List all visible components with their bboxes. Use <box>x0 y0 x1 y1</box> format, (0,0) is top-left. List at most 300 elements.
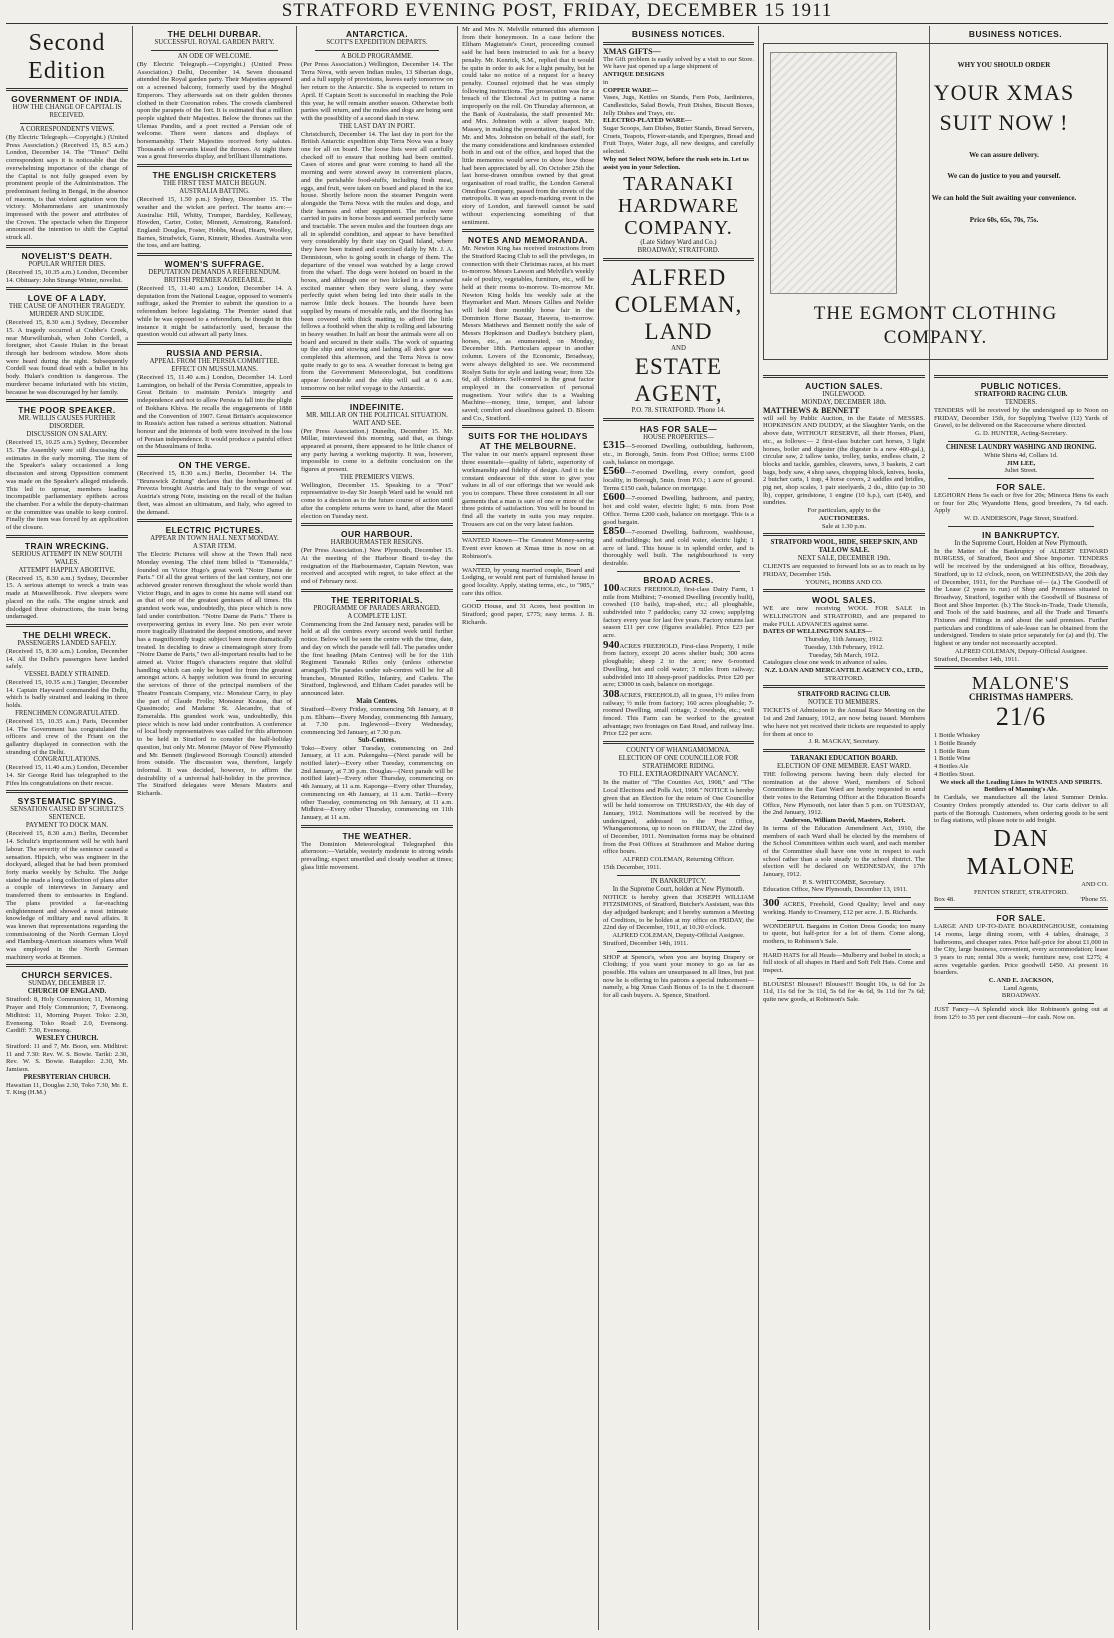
subhead: CHURCH OF ENGLAND. <box>27 988 107 996</box>
subhead: SERIOUS ATTEMPT IN NEW SOUTH WALES. <box>11 550 123 566</box>
rule <box>948 1003 1094 1004</box>
property-listing <box>603 491 754 526</box>
hamper-item: 1 Bottle Wine <box>934 755 971 763</box>
subhead: APPEAR IN TOWN HALL NEXT MONDAY. <box>150 535 279 543</box>
ad-body: In Cardials, we manufacture all the latest Summer Drinks. Country Orders promptly attended to. Our carts deliver to all parts of the Borough. Customers, when ordering goods to be sent to flag stations, will please note to add freight. <box>934 794 1108 825</box>
notice-sub: TO FILL EXTRAORDINARY VACANCY. <box>618 771 739 779</box>
headline: NOTES AND MEMORANDA. <box>468 235 588 246</box>
article-durbar <box>137 29 292 161</box>
section-header: HAS FOR SALE— <box>639 424 718 435</box>
article-body: (Received 15, 11.40 a.m.) London, December 14. Lord Lamington, on behalf of the Persia Committee, appeals to Great Britain to maintain Persia's integrity and independence and not to allow Persia to fall into the plight of Bokhara Khiva. He recalls the engagements of 1888 and the Convention of 1907. Great Britain's acquiescence in Russia's action has raised a serious situation. National honour and the interests of both were involved in the loss of Persian independence. It would produce a painful effect on the Mussulmans of India. <box>137 373 292 451</box>
ad-title: COMPANY. <box>624 217 733 240</box>
notice-text: AUCTIONEERS. <box>818 514 869 522</box>
rule <box>6 790 128 793</box>
classified-ad: WONDERFUL Bargains in Cotton Dress Goods; too many to quote, but half-price for a lot of them. Come along, mothers, to Robinson's Sale. <box>763 922 925 945</box>
notice-sign: ALFRED COLEMAN, Returning Officer. <box>622 856 735 864</box>
ad-text: We can do justice to you and yourself. <box>947 172 1061 181</box>
listing-text: ACRES, FREEHOLD, all in grass, 1½ miles from railway; ½ mile from factory; 160 acres ploughable; 7-roomed Dwelling, small cottage, 2 cowsheds, etc.; well fenced. This Farm can be worked to the greatest advantage; two frontages on East Road, and railway line. Price £22 per acre. <box>603 691 754 738</box>
notice-sign: STRATFORD. <box>824 674 864 682</box>
subhead: MR. WILLIS CAUSES FURTHER DISORDER. <box>18 415 116 431</box>
rule <box>137 342 292 345</box>
hamper-item: 4 Bottles Stout. <box>934 770 975 778</box>
notice-sub: In the Supreme Court, Holden at New Plymouth. <box>954 539 1088 547</box>
rule <box>301 396 453 399</box>
notice-sub: NEXT SALE, DECEMBER 19th. <box>797 555 891 563</box>
notice-body: NOTICE is hereby given that JOSEPH WILLIAM FITZSIMONS, of Stratford, Butcher's Assistant, was this day adjudged bankrupt; and I hereby summon a Meeting of Creditors, to be holden at my office on FRIDAY, the 22nd day of December, 1911, at 10.30 o'clock. <box>603 893 754 932</box>
headline: ELECTRIC PICTURES. <box>165 525 264 536</box>
listing-price: 100 <box>603 581 620 594</box>
article-spying <box>6 796 128 961</box>
notice-body: TICKETS of Admission to the Annual Race Meeting on the 1st and 2nd January, 1912, are now being issued. Members who have not yet received their tickets are requested to apply for them at once to <box>763 707 925 738</box>
ad-text: Box 48. <box>934 896 955 904</box>
article-body: The value in our men's apparel represent these three essentials—quality of fabric, superiority of workmanship and fidelity of design. And it is the constant endeavour of this store to give you values in all of our offerings that we would ask you to compare. These three consistent in all our garments that a man is sure of one or more of the three points of satisfaction. You will be bound to find all the variety in suits you may require. Trousers are cut on the very latest fashion. <box>462 451 594 528</box>
column-5 <box>603 26 754 1630</box>
column-rule <box>457 26 458 1630</box>
notice-body: CLIENTS are requested to forward lots so as to reach us by FRIDAY, December 15th. <box>763 563 925 578</box>
rule <box>603 418 754 421</box>
subhead: THE CAUSE OF ANOTHER TRAGEDY. <box>8 303 126 311</box>
forsale-hens <box>934 482 1108 523</box>
article-body: (Received 15, 11.40 a.m.) London, December 14. A deputation from the National League, opposed to women's suffrage, asked the Premier to submit the question to a referendum before legislating. The Premier stated that while he was opposed to a referendum, he thought in this instance it might be satisfactorily used, because the question would cut athwart all party lines. <box>137 285 292 339</box>
notice-sign: G. D. HUNTER, Acting-Secretary. <box>974 430 1068 438</box>
notice-title: COUNTY OF WHANGAMOMONA. <box>626 747 731 755</box>
rule <box>6 245 128 248</box>
listing-price: £850 <box>603 525 625 538</box>
subhead: POPULAR WRITER DIES. <box>28 260 106 268</box>
property-listing <box>603 439 754 466</box>
article-body: (Received 15, 10.35 a.m.) Paris, December 14. The Government has congratulated the officers and crew of the Friant on the gallantry displayed in connection with the stranding of the Delhi. <box>6 717 128 756</box>
education-notice <box>763 755 925 894</box>
rule <box>934 907 1108 910</box>
hamper-item: 1 Bottle Brandy <box>934 739 977 747</box>
section-header: PUBLIC NOTICES. <box>980 381 1062 391</box>
subhead: A COMPLETE LIST. <box>347 612 407 620</box>
racing-notice <box>763 691 925 746</box>
notice-body: In the Matter of the Bankruptcy of ALBERT EDWARD BURGESS, of Stratford, Boot and Shoe Importer. TENDERS will be received by the undersigned at his office, Broadway, Stratford, up to 12 o'clock, noon, on WEDNESDAY, the 20th day of December, 1911, for the Purchase of— (a.) The Goodwill of the Lease (2 years to run) of Shop and Premises situated in Broadway, Stratford, together with the Goodwill of Business of Boot and Shoe Importer. (b.) The Stock-in-Trade, Trade Utensils, and Tools of the said business, and all the Trade and Tenant's Fixtures and Fittings in and about the said premises. Further particulars and conditions of sale-lease can be obtained from the undersigned. Tenders to state price separately for (a) and (b). The highest or any tender not necessarily accepted. <box>934 547 1108 648</box>
notice-body: will sell by Public Auction, in the Estate of MESSRS. HOPKINSON AND DUDDY, at the Slaughter Yards, on the above date, WITHOUT RESERVE, all their Horses, Plant, etc., as follows:— 2 first-class butcher cart horses, 3 light horses, boiler and digester (the digester is a new 400-gal.), circular saw, 2 tallow tanks, trolley, tanks, endless chain, 2 blocks and tackle, gambles, cleavers, saws, 3 baskets, 2 cart bags, body saw, 4 shop saws, chopping block, knives, hooks, 2 butcher carts, 1 trap, 4 horse covers, 2 saddles and bridles, pig net, shop scales, 1 pair steelyards, 2 do., ditto (up to 30 lb), copper, grindstone, 1 engine (10 h.p.), cart (£40), and sundries. <box>763 414 925 507</box>
ad-text: AND CO. <box>1081 880 1108 888</box>
subhead: WESLEY CHURCH. <box>35 1034 99 1042</box>
bankruptcy-notice <box>603 878 754 948</box>
column-rule <box>296 26 297 1630</box>
acre-figure: 300 <box>763 897 780 910</box>
rule <box>763 533 925 536</box>
ad-text: We can hold the Suit awaiting your convenience. <box>931 194 1077 203</box>
article-body: (Received 15, 10.35 a.m.) London, December 14. Obituary: John Strange Winter, novelist. <box>6 268 128 284</box>
article-indefinite <box>301 402 453 521</box>
egmont-ad-area <box>763 26 1108 371</box>
article-body: (Received 15, 10.35 a.m.) Tangier, December 14. Captain Hayward commanded the Delhi, which is badly strained and leaking in three holds. <box>6 679 128 710</box>
subhead: FRENCHMEN CONGRATULATED. <box>15 709 119 717</box>
tailor-illustration <box>770 52 897 294</box>
notice-title: TARANAKI EDUCATION BOARD. <box>790 754 898 762</box>
wool-sales-notice <box>763 595 925 682</box>
subhead: APPEAL FROM THE PERSIA COMMITTEE. <box>149 357 280 365</box>
listing-price: £315 <box>603 439 625 452</box>
subhead: SUNDAY, DECEMBER 17. <box>28 980 106 988</box>
ad-title: MALONE <box>966 853 1076 880</box>
article-body: Christchurch, December 14. The last day in port for the British Antarctic expedition ship Terra Nova was a busy one for all on board. The loose lists were all carefully checked off to ensure that nothing had been omitted. Cases of stores and gear were coming to hand all the morning and were stowed away in convenient places, and the perishable food-stuffs, including fresh meat, eggs, and fruit, were taken on board and placed in the ice house. Shortly before noon the steamer Penguin went alongside the Terra Nova with the mules and dogs, and their harness and other equipment. The mules were carried in pairs in horse boxes and seemed perfectly tame and tractable. The seven mules and the fourteen dogs are all in splendid condition, and appear to have benefited very considerably by their stay on Quail Island, where they have been trained and exercised daily by Mr. J. A. Dennistoun, who is going south in charge of them. The departure of the vessel was watched by a large crowd from the wharf. The dogs were hoisted on board in the boxes, and although one or two kicked in a somewhat excited manner when they were slung, they were perfectly quiet when being led into their stalls in the narrow little deck houses. The hounds have been supplied by means of movable rails, and the flooring has been covered with thick matting to afford the little fellows a foothold when the ship is rolling and labouring in heavy weather. In half an hour the animals were all on board and secured in their stalls. The work of squaring up the ship and stowing and lashing all deck gear was completed this afternoon, and the Terra Nova is now quite ready to go to sea. A weather forecast is being got from the Government Meteorologist, but conditions appear favourable and the ship will sail at 6 a.m. tomorrow on her relief voyage to the Antarctic. <box>301 130 453 392</box>
classified-ad <box>763 897 925 916</box>
subhead: CONGRATULATIONS. <box>33 756 101 764</box>
property-listing <box>603 525 754 568</box>
article-body: Stratford: 11 and 7, Mr. Boon, sen. Midhirst: 11 and 7.30: Rev. W. S. Bowie. Tariki: 2.30, Rev. W. S. Bowie. Ratapiko: 2.30, Mr. Jamison. <box>6 1042 128 1074</box>
notice-sign: C. AND E. JACKSON, <box>988 977 1054 985</box>
property-listing <box>603 638 754 689</box>
notice-title: STRATFORD WOOL, HIDE, SHEEP SKIN, AND TALLOW SALE. <box>770 539 918 555</box>
headline: THE POOR SPEAKER. <box>18 405 116 416</box>
ad-title: HARDWARE <box>617 195 740 218</box>
article-body: (Received 15, 10.25 a.m.) Sydney, December 15. The Assembly were still discussing the estimates in the early morning. The item of the Speaker's salary occasioned a long discussion and strong Opposition comment was made on the Speaker's alleged misdeeds. This led to uproar, members leading incompatible parliamentary epithets across the chamber. For a while the deputy-chairman or the committee was unable to keep control. Finally the item was forced by an application of the closure. <box>6 439 128 532</box>
notice-sub: ELECTION OF ONE MEMBER. EAST WARD. <box>777 762 911 770</box>
ad-title: YOUR XMAS <box>933 79 1075 105</box>
article-body: (Received 15, 8.30 a.m.) London, December 14. All the Delhi's passengers have landed safely. <box>6 647 128 671</box>
laundry-ad <box>934 444 1108 475</box>
headline: THE ENGLISH CRICKETERS <box>152 170 277 181</box>
notice-text: Sale at 1.30 p.m. <box>821 522 867 530</box>
subhead: THE PREMIER'S VIEWS. <box>339 473 415 481</box>
rule <box>6 287 128 290</box>
local-news <box>462 26 594 226</box>
headline: THE TERRITORIALS. <box>331 594 423 605</box>
rule <box>20 123 114 124</box>
rule <box>301 523 453 526</box>
notice-sign: P. S. WHITCOMBE, Secretary. <box>802 878 886 886</box>
notice-body: In the matter of "The Counties Act, 1908," and "The Local Elections and Polls Act, 1908." NOTICE is hereby given that an Election for the return of One Councillor will be held tomorrow on THURSDAY, the 4th day of January, 1912. Nominations will be received by the undersigned, addressed to the Post Office, Whangamomona, up to noon on FRIDAY, the 22nd day of December, 1911. Nomination forms may be obtained from the Post Offices at Strathmore and Mahoe during office hours. <box>603 779 754 856</box>
listing-text: ACRES FREEHOLD, First-class Property, 1 mile from factory, except 20 acres shelter bush; 300 acres ploughable; sheep 2 to the acre; new 6-roomed Dwelling, hot and cold water; 3 miles from railway; subdivided into 18 sheep-proof paddocks. Price £20 per acre; £3000 in cash, balance on mortgage. <box>603 642 754 689</box>
article-body: (Received 15, 8.30 a.m.) Berlin, December 14. Schultz's imprisonment will be with hard labour. The severity of the sentence caused a sensation. Hipsich, who was engineer in the dockyard, alleged that he had been promised forty marks weekly by Schultz. The Judge stated he made a long collection of plans after a couple of interviews in January and transferred them to emissaries in England. The plans provided a far-reaching enlightenment and showed a most intimate knowledge of military and naval affairs. It was known that representations regarding the commissioning of the North German Lloyd and Hamburg-American steamers when Wulf was employed in the North German machinery works at Bremen. <box>6 830 128 961</box>
rule <box>603 42 754 45</box>
subhead: EFFECT ON MUSSULMANS. <box>171 365 258 373</box>
rule <box>476 600 580 601</box>
rule <box>301 825 453 828</box>
headline: ANTARCTICA. <box>345 29 409 39</box>
headline: INDEFINITE. <box>349 401 405 412</box>
headline: SYSTEMATIC SPYING. <box>17 796 117 807</box>
ad-title: ALFRED <box>630 265 727 291</box>
article-body: Stratford: 8, Holy Communion; 11, Morning Prayer and Holy Communion; 7, Evensong. Midhirst: 11, Morning Prayer. Toko: 2.30, Evensong. Toko Road: 2.0, Evensong. Cardiff: 7.30, Evensong. <box>6 996 128 1035</box>
malone-ad <box>934 672 1108 904</box>
rule <box>476 564 580 565</box>
subhead: SUCCESSFUL ROYAL GARDEN PARTY. <box>154 39 275 46</box>
masthead: STRATFORD EVENING POST, FRIDAY, DECEMBER 15 1911 <box>281 0 833 21</box>
ad-title: LAND <box>644 319 713 345</box>
notice-sub: In the Supreme Court, holden at New Plymouth. <box>612 885 745 893</box>
property-list <box>603 439 754 568</box>
ad-text: FENTON STREET, STRATFORD. <box>974 888 1068 896</box>
headline: THE WEATHER. <box>342 830 412 841</box>
bankruptcy-tenders <box>934 530 1108 664</box>
notice-body: LARGE AND UP-TO-DATE BOARDINGHOUSE, containing 14 rooms, large dining room, with 4 tables, drainage, 3 bathrooms, and cheaper rates. Price half-price for about £1,000 in the City, large business, convenient, every accommodation; lease 3 years to run; rental 30s a week; furniture new, cost £275; 4 acres vegetable garden. Price goodwill £450. At present 16 boarders. <box>934 923 1108 977</box>
subhead: Main Centres. <box>356 697 398 705</box>
rule <box>462 531 594 534</box>
ad-contact <box>934 896 1108 904</box>
sale-date: Tuesday, 5th March, 1912. <box>808 651 880 659</box>
subhead: MURDER AND SUICIDE. <box>29 311 105 319</box>
classified-ad: BLOUSES! Blouses!! Blouses!!! Bought 10s, is 6d for 2s 11d, 11s 6d for 3s 11d, 5s 6d for 4s 6d, 9s 11d for 7s 6d; quite new goods, at Robinson's Sale. <box>763 980 925 1004</box>
rule <box>617 571 740 572</box>
notice-sign: ALFRED COLEMAN, Deputy-Official Assignee. <box>612 932 745 940</box>
article-love <box>6 293 128 396</box>
subhead: DEPUTATION DEMANDS A REFERENDUM. <box>148 269 281 277</box>
xmas-gifts-ad <box>603 48 754 171</box>
subhead: THE LAST DAY IN PORT. <box>338 122 416 130</box>
ad-text: BROADWAY, STRATFORD. <box>637 247 720 255</box>
column-rule <box>598 26 599 1630</box>
section-header: AUCTION SALES. <box>805 381 883 391</box>
rule <box>763 375 925 378</box>
listing-text: ACRES FREEHOLD, first-class Dairy Farm, 1 mile from Midhirst; 7-roomed Dwelling (recently built), cowshed (10 bails), trap-shed, etc.; all ploughable, subdivided into 7 paddocks; carry 32 cows; supplying factory every year for last five years. Factory returns last season £11 per cow (figures available). Price £23 per acre. <box>603 585 754 640</box>
ad-heading: ELECTRO-PLATED WARE— <box>603 117 692 125</box>
rule <box>6 964 128 967</box>
headline: THE DELHI WRECK. <box>22 629 112 640</box>
column-6 <box>763 372 925 1630</box>
hamper-items <box>934 732 1108 779</box>
listing-price: 308 <box>603 687 620 700</box>
article-body: (Received 15, 11.40 a.m.) London, December 14. Sir George Reid has telegraphed to the Fifes his congratulations on their rescue. <box>6 764 128 787</box>
ad-title: TARANAKI <box>623 173 734 196</box>
ad-heading: COPPER WARE— <box>603 86 659 94</box>
article-antarctica <box>301 29 453 393</box>
hamper-item: 1 Bottle Rum <box>934 747 970 755</box>
subhead: VESSEL BADLY STRAINED. <box>24 671 110 679</box>
ad-title: DAN <box>993 825 1049 852</box>
column-rule <box>758 26 759 1630</box>
rule <box>948 441 1094 442</box>
subhead: THE FIRST TEST MATCH BEGUN. <box>162 180 267 188</box>
ad-text: JIM LEE, <box>1006 459 1036 467</box>
article-suffrage <box>137 259 292 339</box>
rule <box>137 454 292 457</box>
article-harbour <box>301 529 453 586</box>
ad-body: Why not Select NOW, before the rush sets in. Let us assist you in your Selection. <box>603 155 749 171</box>
article-body: The Electric Pictures will show at the Town Hall next Monday evening. The chief item billed is "Esmeralda," founded on Victor Hugo's great work "Notre Dame de Paris." Of all the great writers of the last century, not one achieved greater renown throughout the whole world than Victor Hugo, and in ages to come his name will stand out as that of one of the greatest geniuses of all times. His grandest work was, undoubtedly, this piece which is now laid under contribution. "Notre Dame de Paris." There is overpowering genius in every line. No pen ever wrote more tragically illustrated the deepest emotions, and never has a magnificently tragic subject been more dramatically treated. In deciding to draw a cinematograph story from "Notre Dame de Paris," two all-important results had to be aimed at. Victor Hugo's characters require that skilful handling which can only be hoped for from the greatest amongst actors. A happy solution was found in securing the services of three of the principal members of the Theatre Francais Company, viz.: Monsieur Carry, to play the part of Claude Frollo; Monsieur Krauss, that of Quasimodo; and Madame St. Alecandre, that of Esmeralda. His grandest work was, undoubtedly, this piece which is now laid under contribution. A conference of local body representatives was called for this afternoon to be held in Stratford to consider the half-holiday question, but only Mr. Monroe (Mayor of New Plymouth) and Mr. Bennett (Inglewood Borough Council) attended from outside. The discussion was, therefore, largely informal. It was decided, however, to affirm the desirability of a universal half-holiday in the province. The Stratford delegates were Messrs Masters and Richards. <box>137 551 292 798</box>
rule <box>603 741 754 744</box>
listing-text: —7-roomed Dwelling, bathroom, and pantry, hot and cold water, electric light; 6 min. from Post Office. Terms £200 cash, balance on mortgage. This is a good bargain. <box>603 495 754 526</box>
article-suits <box>462 431 594 528</box>
ad-title: AGENT, <box>634 381 723 407</box>
classified-ad: WANTED Known—The Greatest Money-saving Event ever known at Xmas time is now on at Robinson's. <box>462 537 594 560</box>
ad-text: AND <box>671 345 686 353</box>
ad-title: SUIT NOW ! <box>939 109 1069 135</box>
headline: RUSSIA AND PERSIA. <box>166 347 263 358</box>
article-body: (By Electric Telegraph.—Copyright.) (United Press Association.) Delhi, December 14. Seven thousand attended the Royal garden party. Their Majesties appeared on a screened balcony, formerly used by the Moghul Emperors. They afterwards sat on their golden thrones clothed in their Coronation robes. The crowds clambered upon the parapets of the fort. It is estimated that a million people sighted their Majesties. Below the thrones sat the Ulemas Pundits, and a poet recited a Persian ode of welcome. There were dances and displays of horsemanship. Their Majesties received forty salutes. Thousands of servants kissed the thrones. At night there was a great fireworks display, and brilliant illuminations. <box>137 61 292 161</box>
rule <box>6 88 128 91</box>
subhead: AUSTRALIA BATTING. <box>179 188 250 196</box>
rule <box>315 50 439 51</box>
rule <box>617 875 740 876</box>
ad-text: in <box>603 78 609 86</box>
rule <box>137 519 292 522</box>
article-india <box>6 94 128 242</box>
subhead: A CORRESPONDENT'S VIEWS. <box>19 126 115 133</box>
ad-text: P.O. 78. STRATFORD. 'Phone 14. <box>631 407 726 415</box>
notice-body: Catalogues close one week in advance of sales. <box>763 659 888 667</box>
subhead: Sub-Centres. <box>358 736 396 744</box>
rule <box>934 666 1108 669</box>
headline: WOMEN'S SUFFRAGE. <box>164 259 265 270</box>
notice-body: In terms of the Education Amendment Act, 1910, the members of each Ward shall be elected by the members of the School Committees within such ward, and each member of the Committee shall have one vote in respect to each school rather than a sole steady to the school district. The election will be declared on WEDNESDAY, the 17th January, 1912. <box>763 824 925 879</box>
article-body: (Per Press Association.) Wellington, December 14. The Terra Nova, with seven Indian mules, 13 Siberian dogs, and a full supply of provisions, leaves early tomorrow on her return to the Antarctic. She is expected to return in April. If Captain Scott is successful in reaching the Pole this year, he will remain another season. Otherwise both parties will return, and the mules and dogs are being sent with the possibility of a second dash in view. <box>301 61 453 122</box>
section-header: FOR SALE. <box>996 913 1046 924</box>
column-4 <box>462 26 594 1630</box>
coleman-ad <box>603 264 754 415</box>
rule <box>948 526 1094 527</box>
article-church <box>6 970 128 1097</box>
article-notes <box>462 235 594 422</box>
rule <box>763 685 925 688</box>
sale-date: Thursday, 11th January, 1912. <box>804 636 884 644</box>
hide-sale-notice <box>763 539 925 586</box>
section-header: BROAD ACRES. <box>643 574 714 585</box>
notice-sign: BROADWAY. <box>1001 992 1041 1000</box>
rule <box>137 164 292 167</box>
notice-sign: W. D. ANDERSON, Page Street, Stratford. <box>963 515 1079 523</box>
racing-tenders <box>934 391 1108 438</box>
rule <box>151 50 278 51</box>
subhead: HOUSE PROPERTIES— <box>643 434 714 442</box>
ad-body: Sugar Scoops, Jam Dishes, Butter Stands, Bread Servers, Cruets, Teapots, Flower-stands, and Epergnes, Bread and Fruit Trays, Water Jugs, all new designs, and carefully selected. <box>603 125 754 156</box>
article-body: (Received 15, 8.30 a.m.) Berlin, December 14. The "Brunswick Zeitung" declares that the bombardment of Preveza brought Austria and Italy to the verge of war. Austria's strong Note, insisting on the recall of the Italian fleet, was almost an ultimatum, and Italy, who agreed to the demand. <box>137 470 292 516</box>
notice-sub: NOTICE TO MEMBERS. <box>807 699 881 707</box>
subhead: PRESBYTERIAN CHURCH. <box>23 1073 111 1081</box>
classified-ad: HARD HATS for all Heads—Mulberry and Isobel in stock; a full stock of all shapes in Hard and Soft Felt Hats. Come and inspect. <box>763 951 925 975</box>
notice-body: WE are now receiving WOOL FOR SALE in WELLINGTON and STRATFORD, and are prepared to make FULL ADVANCES against same. <box>763 605 925 628</box>
subhead: PAYMENT TO DOCK MAN. <box>25 822 109 830</box>
subhead: HOW THE CHANGE OF CAPITAL IS RECEIVED. <box>12 104 122 119</box>
subhead: SCOTT'S EXPEDITION DEPARTS. <box>326 39 428 46</box>
ad-title: MALONE'S <box>971 673 1071 694</box>
subhead: DISCUSSION ON SALARY. <box>26 431 108 439</box>
headline: CHURCH SERVICES. <box>21 970 113 981</box>
subhead: PASSENGERS LANDED SAFELY. <box>17 639 117 647</box>
notice-body: LEGHORN Hens 5s each or five for 20s; Minorca Hens 6s each or four for 20s; Wyandotte Hens, good breeders, 7s 6d each. Apply <box>934 491 1108 515</box>
article-body: Wellington, December 15. Speaking to a "Post" representative to-day Sir Joseph Ward said he would not come to a decision as to the future course of action until after the complete returns were to hand, after the Maori election on Tuesday next. <box>301 481 453 520</box>
subhead: A STAR ITEM. <box>192 543 237 551</box>
article-verge <box>137 460 292 516</box>
classified-ad: JUST Fancy—A Splendid stock like Robinson's going out at from 12½ to 35 per cent discount—for cash. Now on. <box>934 1006 1108 1021</box>
acres-list <box>603 581 754 738</box>
property-listing <box>603 687 754 738</box>
rule <box>137 253 292 256</box>
listing-price: £600 <box>603 491 625 504</box>
notice-sub: MONDAY, DECEMBER 18th. <box>801 399 887 406</box>
ad-heading: ANTIQUE DESIGNS <box>603 71 665 79</box>
hamper-item: 4 Bottles Ale <box>934 763 969 771</box>
section-header: IN BANKRUPTCY. <box>982 529 1060 540</box>
listing-price: £560 <box>603 465 625 478</box>
ad-title: XMAS GIFTS— <box>603 47 661 56</box>
article-body: Mr. Newton King has received instructions from the Stratford Racing Club to sell the privileges, in connection with their Christmas races, at his mart to-morrow. Messrs Lawson and Melville's weekly sale of poultry, vegetables, furniture, etc., will be held at their rooms to-morrow. To-morrow Mr. Newton King holds his weekly sale at the Haymarket and Mart. Messrs Gillies and Nelder will hold their monthly horse fair in the Dominion Horse Bazaar, Hawera, to-morrow. Messrs Matthews and Bennett notify the sale of Messrs Hopkinson and Dudley's butchery plant, horses, etc., as enumerated, on Monday, December 18th. Particulars appear in another column. Lovers of the Economic, Broadway, were always delighted to see. We recommend Roslyn Suits for style and lasting wear; from 32s 6d, all clothiers. Self-control is the great factor employed in the conservation of personal magnetism. Your wife's due is a Washing Machine—money, time, temper, and labour saved; comfort and cleanliness gained. D. Bloom and Co., Stratford. <box>462 245 594 422</box>
listing-text: —7-roomed Dwelling, every comfort, good locality, in Borough, 5min. from P.O.; 1 acre of ground. Terms £150 cash, balance on mortgage. <box>603 469 754 492</box>
notice-body: THE following persons having been duly elected for nomination at the above Ward, members of School Committees in the East Ward are hereby requested to send their votes to the Returning Officer at the Education Board's Office, New Plymouth, not later than 5 p.m. on TUESDAY, the 2nd January, 1912. <box>763 770 925 817</box>
subhead: A BOLD PROGRAMME. <box>341 53 413 60</box>
classified-ad: SHOP at Spence's, when you are buying Drapery or Clothing; if you want your money to go as far as possible. His values are unsurpassed in all lines, but just now he is offering to his patrons a special inducement—namely, a big Xmas Cash Bonus of 1s in the £ discount for all cash buyers. A. Spence, Stratford. <box>603 953 754 1000</box>
column-3 <box>301 26 453 1630</box>
article-body: Hawaiian 11, Douglas 2.30, Toko 7.30, Mr. E. T. King (H.M.) <box>6 1081 128 1097</box>
notice-title: STRATFORD RACING CLUB. <box>797 691 891 699</box>
notice-sub: ELECTION OF ONE COUNCILLOR FOR STRATHMORE RIDING. <box>618 755 739 771</box>
headline: NOVELIST'S DEATH. <box>21 250 113 261</box>
ad-text: Price 60s, 65s, 70s, 75s. <box>969 215 1039 224</box>
article-body: Toko—Every other Tuesday, commencing on 2nd January, at 11 a.m. Pukengahu—(Next parade will be notified later)—Every other Tuesday, commencing on 2nd January, at 7.30 p.m. Douglas—(Next parade will be notified later)—Every other Thursday, commencing on 4th January, at 11 a.m. Kaponga—Every other Thursday, commencing on 4th January, at 11 a.m. Tariki—Every other Tuesday, commencing on 9th January, at 11 a.m. Midhirst—Every other Thursday, commencing on 11th January, at 11 a.m. <box>301 744 453 821</box>
headline: LOVE OF A LADY. <box>27 293 107 304</box>
rule <box>301 589 453 592</box>
article-weather <box>301 831 453 872</box>
egmont-ad <box>763 43 1108 360</box>
section-header: BUSINESS NOTICES. <box>968 29 1063 39</box>
article-body: (Received 15, 8.30 a.m.) Sydney, December 15. A serious attempt to wreck a train was made at Muswellbrook. Five sleepers were placed on the rails. The engine struck and dislodged three obstructions, the train being undamaged. <box>6 574 128 621</box>
notice-date: Education Office, New Plymouth, December 13, 1911. <box>763 886 908 894</box>
ad-title: THE EGMONT CLOTHING COMPANY. <box>813 303 1058 348</box>
headline: GOVERNMENT OF INDIA. <box>11 94 123 104</box>
notice-sign: Land Agents, <box>1003 984 1039 992</box>
headline: SUITS FOR THE HOLIDAYS AT THE MELBOURNE. <box>468 431 588 452</box>
notice-sign: J. R. MACKAY, Secretary. <box>808 738 880 746</box>
notice-date: Stratford, December 14th, 1911. <box>603 939 689 947</box>
rule <box>603 258 754 261</box>
section-header: FOR SALE. <box>996 481 1046 492</box>
subhead: HARBOURMASTER RESIGNS. <box>330 539 424 547</box>
whangamomona-notice <box>603 747 754 871</box>
notice-sign: N.Z. LOAN AND MERCANTILE AGENCY CO., LTD., <box>764 666 924 674</box>
article-speaker <box>6 405 128 531</box>
headline: THE DELHI DURBAR. <box>167 29 262 39</box>
notice-title: IN BANKRUPTCY. <box>650 877 707 885</box>
ad-text: Bottlers of Manning's Ale. <box>984 786 1058 794</box>
forsale-boardinghouse <box>934 913 1108 1000</box>
notice-sub: TENDERS. <box>1004 399 1038 406</box>
ad-text: WHY YOU SHOULD ORDER <box>957 61 1051 69</box>
article-body: The Dominion Meteorological Telegraphed this afternoon:—Variable, westerly moderate to strong winds prevailing; expect unsettled and cloudy weather at times; glass little movement. <box>301 840 453 871</box>
rule <box>462 229 594 232</box>
rule <box>763 589 925 592</box>
sale-date: Tuesday, 13th February, 1912. <box>804 643 884 651</box>
property-listing <box>603 465 754 492</box>
ad-copy <box>904 62 1104 225</box>
section-header: WOOL SALES. <box>812 595 876 606</box>
ad-text: We stock all the Leading Lines In WINES AND SPIRITS. <box>939 778 1103 786</box>
article-body: Commencing from the 2nd January next, parades will be held at all the centres every second week until further notice. Below will be seen the centre with the time, date, and day on which the parade will fall. The parades under the first heading (Main Centres) will be for the 11th Regiment Taranaki Rifles only (unless otherwise arranged). The parades under sub-centres will be for all branches, Mounted Rifles, Infantry, and Cadets. The Stratford, Inglewood, and Eltham Cadet parades will be announced later. <box>301 620 453 698</box>
subhead: BRITISH PREMIER AGREEABLE. <box>163 277 265 285</box>
notice-sign: ALFRED COLEMAN, Deputy-Official Assignee. <box>954 647 1088 655</box>
ad-body: The Gift problem is easily solved by a visit to our Store. We have just opened up a large shipment of <box>603 55 754 71</box>
rule <box>462 425 594 428</box>
subhead: SENSATION CAUSED BY SCHULTZ'S SENTENCE. <box>10 806 124 822</box>
rule <box>948 478 1094 479</box>
auctioneer-name: MATTHEWS & BENNETT <box>763 406 860 415</box>
ad-text: (Late Sidney Ward and Co.) <box>640 239 717 247</box>
notice-title: STRATFORD RACING CLUB. <box>974 391 1068 398</box>
rule <box>763 749 925 752</box>
rule <box>777 949 911 950</box>
column-7 <box>934 372 1108 1630</box>
taranaki-hardware-ad <box>603 173 754 255</box>
masthead-rule <box>6 23 1108 24</box>
article-train <box>6 541 128 621</box>
subhead: WAIT AND SEE. <box>352 419 402 427</box>
classified-ad: WANTED, by young married couple, Board and Lodging, or would rent part of furnished house in good locality. Apply, stating terms, etc., to "985," care this office. <box>462 566 594 597</box>
rule <box>6 624 128 627</box>
notice-date: 15th December, 1911. <box>603 863 662 871</box>
ad-text: Juliet Street. <box>1004 467 1038 475</box>
article-delhi-wreck <box>6 630 128 788</box>
article-pictures <box>137 525 292 798</box>
rule <box>617 951 740 952</box>
notice-date: Stratford, December 14th, 1911. <box>934 655 1020 663</box>
listing-text: —5-roomed Dwelling, outbuilding, bathroom, etc., in Borough, 5min. from Post Office; terms £100 cash, balance on mortgage. <box>603 443 754 466</box>
headline: ON THE VERGE. <box>178 460 251 471</box>
